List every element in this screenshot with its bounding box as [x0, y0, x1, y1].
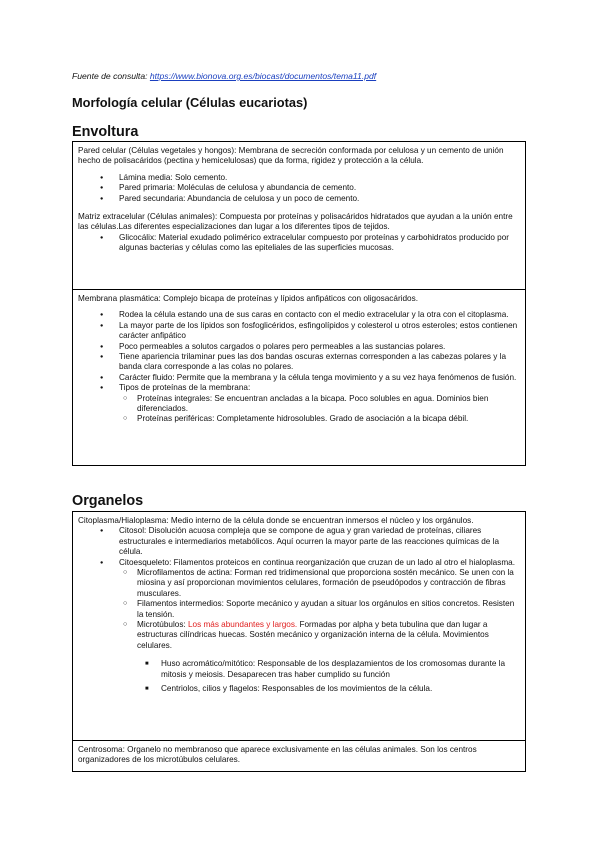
- microtubulos-prefix: Microtúbulos:: [137, 620, 188, 630]
- list-item: ○ Proteínas integrales: Se encuentran ancladas a la bicapa. Poco solubles en agua. Dominios bien diferenciados.: [119, 394, 520, 415]
- list-item: ● Glicocálix: Material exudado polimérico extracelular compuesto por proteínas y carbohidratos producido por algunas bacterias y células como las epiteliales de las superficies mucosas.: [78, 233, 520, 254]
- section-heading-organelos: Organelos: [72, 493, 144, 509]
- list-item: [78, 558, 520, 695]
- list-item: ● La mayor parte de los lípidos son fosfoglicéridos, esfingolípidos y colesterol u otros esteroles; estos contienen carácter anfipático: [78, 321, 520, 342]
- document-title: Morfología celular (Células eucariotas): [72, 95, 308, 110]
- proteins-sublist: [119, 394, 520, 425]
- microtubulos-rest: Formadas por alpha y beta tubulina que dan lugar a estructuras cilíndricas huecas. Sostén mecánico y organización interna de la célula. Movimientos celulares.: [137, 620, 489, 650]
- source-link[interactable]: https://www.bionova.org.es/biocast/documentos/tema11.pdf: [149, 71, 377, 81]
- membrana-intro: Membrana plasmática: Complejo bicapa de proteínas y lípidos anfipáticos con oligosacáridos.: [78, 294, 418, 303]
- list-item: ● Pared primaria: Moléculas de celulosa y abundancia de cemento.: [78, 183, 520, 193]
- source-prefix: Fuente de consulta:: [72, 71, 148, 81]
- list-item: ● Lámina media: Solo cemento.: [78, 173, 520, 183]
- citoplasma-intro: Citoplasma/Hialoplasma: Medio interno de la célula donde se encuentran inmersos el núcleo y los orgánulos.: [78, 516, 474, 525]
- pared-list: [78, 173, 520, 204]
- section-heading-envoltura: Envoltura: [72, 124, 139, 140]
- matriz-intro: Matriz extracelular (Células animales): Compuesta por proteínas y polisacáridos hidratados que ayudan a la unión entre las células.Las diferentes especializaciones dan lugar a los diferentes tipos de tejidos.: [78, 212, 513, 232]
- organelos-table: [72, 511, 526, 772]
- list-item: ● Tiene apariencia trilaminar pues las dos bandas oscuras externas corresponden a las cabezas polares y la banda clara corresponde a las colas no polares.: [78, 352, 520, 373]
- proteins-label: Tipos de proteínas de la membrana:: [119, 383, 251, 393]
- membrana-list: [78, 310, 520, 424]
- source-line: [72, 71, 376, 81]
- list-item: ○ Microfilamentos de actina: Forman red tridimensional que proporciona sostén mecánico. Se unen con la miosina y así proporcionan movimientos celulares, formación de pseudópodos y contracción de fibras musculares.: [119, 568, 520, 599]
- list-item: ● Pared secundaria: Abundancia de celulosa y un poco de cemento.: [78, 194, 520, 204]
- citoplasma-list: [78, 526, 520, 694]
- list-item: [119, 620, 520, 694]
- centrosoma-cell: [73, 740, 525, 771]
- list-item: [78, 383, 520, 425]
- matriz-list: [78, 233, 520, 254]
- citoplasma-cell: [73, 512, 525, 740]
- list-item: ○ Filamentos intermedios: Soporte mecánico y ayudan a situar los orgánulos en sitios concretos. Resisten la tensión.: [119, 599, 520, 620]
- list-item: ○ Proteínas periféricas: Completamente hidrosolubles. Grado de asociación a la bicapa débil.: [119, 414, 520, 424]
- pared-matriz-cell: [73, 142, 525, 289]
- pared-intro: Pared celular (Células vegetales y hongos): Membrana de secreción conformada por celulosa y un cemento de unión hecho de polisacáridos (pectina y hemicelulosas) que da forma, rigidez y protección a la célula.: [78, 146, 504, 166]
- microtubulos-sublist: [137, 659, 520, 694]
- list-item: ■ Huso acromático/mitótico: Responsable de los desplazamientos de los cromosomas durante la mitosis y meiosis. Desaparecen tras haber cumplido su función: [137, 659, 520, 680]
- envoltura-table: [72, 141, 526, 466]
- list-item: ■ Centriolos, cilios y flagelos: Responsables de los movimientos de la célula.: [137, 684, 520, 694]
- citoesqueleto-sublist: [119, 568, 520, 694]
- list-item: ● Rodea la célula estando una de sus caras en contacto con el medio extracelular y la otra con el citoplasma.: [78, 310, 520, 320]
- list-item: ● Poco permeables a solutos cargados o polares pero permeables a las sustancias polares.: [78, 342, 520, 352]
- centrosoma-text: Centrosoma: Organelo no membranoso que aparece exclusivamente en las células animales. Son los centros organizadores de los microtúbulos celulares.: [78, 745, 477, 765]
- citoesqueleto-text: Citoesqueleto: Filamentos proteicos en continua reorganización que cruzan de un lado al otro el hialoplasma.: [119, 557, 515, 567]
- microtubulos-highlight: Los más abundantes y largos.: [187, 620, 298, 630]
- list-item: ● Citosol: Disolución acuosa compleja que se compone de agua y gran variedad de proteínas, ciliares estructurales e intermediarios metabólicos. Aquí ocurren la mayor parte de las reacciones químicas de la célula.: [78, 526, 520, 557]
- list-item: ● Carácter fluido: Permite que la membrana y la célula tenga movimiento y a su vez haya fenómenos de fusión.: [78, 373, 520, 383]
- membrana-cell: [73, 289, 525, 465]
